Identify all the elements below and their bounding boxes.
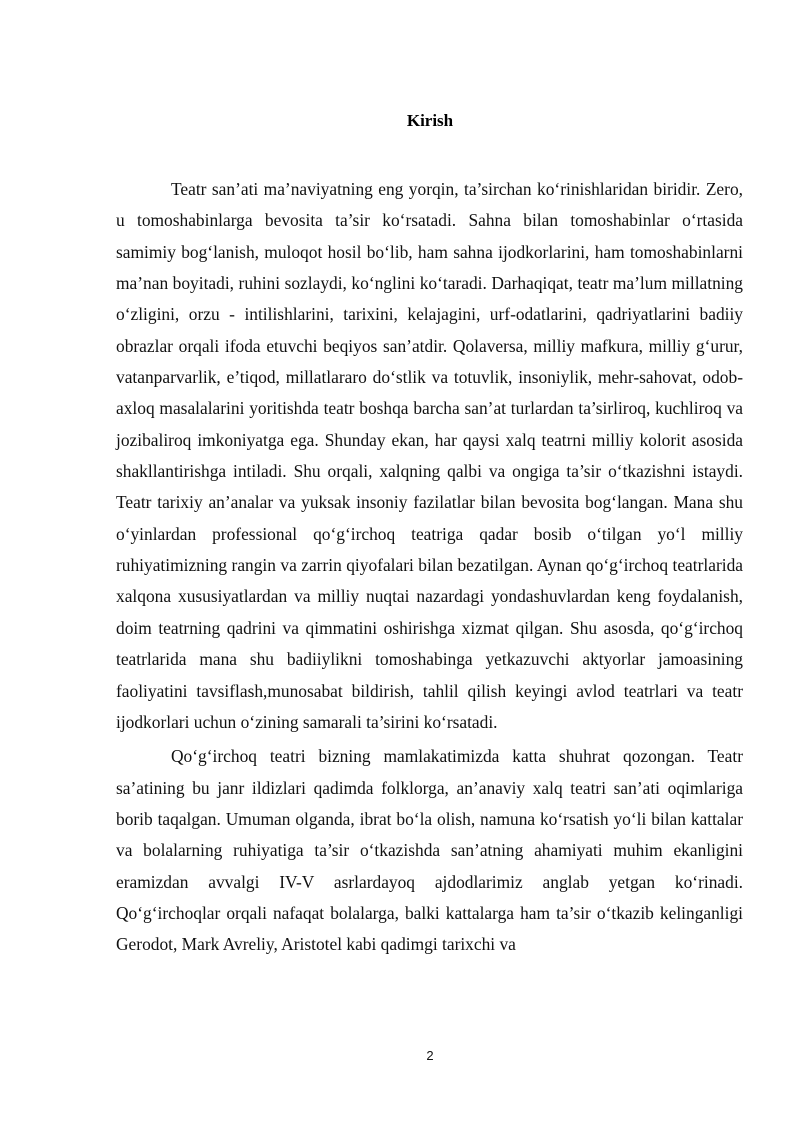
page-number: 2	[426, 1048, 434, 1063]
body-text	[116, 174, 743, 961]
paragraph-puppet-theatre: Qo‘g‘irchoq teatri bizning mamlakatimizda katta shuhrat qozongan. Teatr sa’atining bu janr ildizlari qadimda folklorga, an’anaviy xalq teatri san’ati oqimlariga borib taqalgan. Umuman olganda, ibrat bo‘la olish, namuna ko‘rsatish yo‘li bilan kattalar va bolalarning ruhiyatiga ta’sir o‘tkazishda san’atning ahamiyati muhim ekanligini eramizdan avvalgi IV-V asrlardayoq ajdodlarimiz anglab yetgan ko‘rinadi. Qo‘g‘irchoqlar orqali nafaqat bolalarga, balki kattalarga ham ta’sir o‘tkazib kelinganligi Gerodot, Mark Avreliy, Aristotel kabi qadimgi tarixchi va	[116, 746, 743, 955]
paragraph-intro: Teatr san’ati ma’naviyatning eng yorqin, ta’sirchan ko‘rinishlaridan biridir. Zero, u tomoshabinlarga bevosita ta’sir ko‘rsatadi. Sahna bilan tomoshabinlar o‘rtasida samimiy bog‘lanish, muloqot hosil bo‘lib, ham sahna ijodkorlarini, ham tomoshabinlarni ma’nan boyitadi, ruhini sozlaydi, ko‘nglini ko‘taradi. Darhaqiqat, teatr ma’lum millatning o‘zligini, orzu - intilishlarini, tarixini, kelajagini, urf-odatlarini, qadriyatlarini badiiy obrazlar orqali ifoda etuvchi beqiyos san’atdir. Qolaversa, milliy mafkura, milliy g‘urur, vatanparvarlik, e’tiqod, millatlararo do‘stlik va totuvlik, insoniylik, mehr-sahovat, odob-axloq masalalarini yoritishda teatr boshqa barcha san’at turlardan ta’sirliroq, kuchliroq va jozibaliroq imkoniyatga ega. Shunday ekan, har qaysi xalq teatrni milliy kolorit asosida shakllantirishga intiladi. Shu orqali, xalqning qalbi va ongiga ta’sir o‘tkazishni istaydi. Teatr tarixiy an’analar va yuksak insoniy fazilatlar bilan bevosita bog‘langan. Mana shu o‘yinlardan professional qo‘g‘irchoq teatriga qadar bosib o‘tilgan yo‘l milliy ruhiyatimizning rangin va zarrin qiyofalari bilan bezatilgan. Aynan qo‘g‘irchoq teatrlarida xalqona xususiyatlardan va milliy nuqtai nazardagi yondashuvlardan keng foydalanish, doim teatrning qadrini va qimmatini oshirishga xizmat qilgan. Shu asosda, qo‘g‘irchoq teatrlarida mana shu badiiylikni tomoshabinga yetkazuvchi aktyorlar jamoasining faoliyatini tavsiflash,munosabat bildirish, tahlil qilish keyingi avlod teatrlari va teatr ijodkorlari uchun o‘zining samarali ta’sirini ko‘rsatadi.	[116, 179, 743, 732]
section-heading: Kirish	[406, 111, 454, 130]
